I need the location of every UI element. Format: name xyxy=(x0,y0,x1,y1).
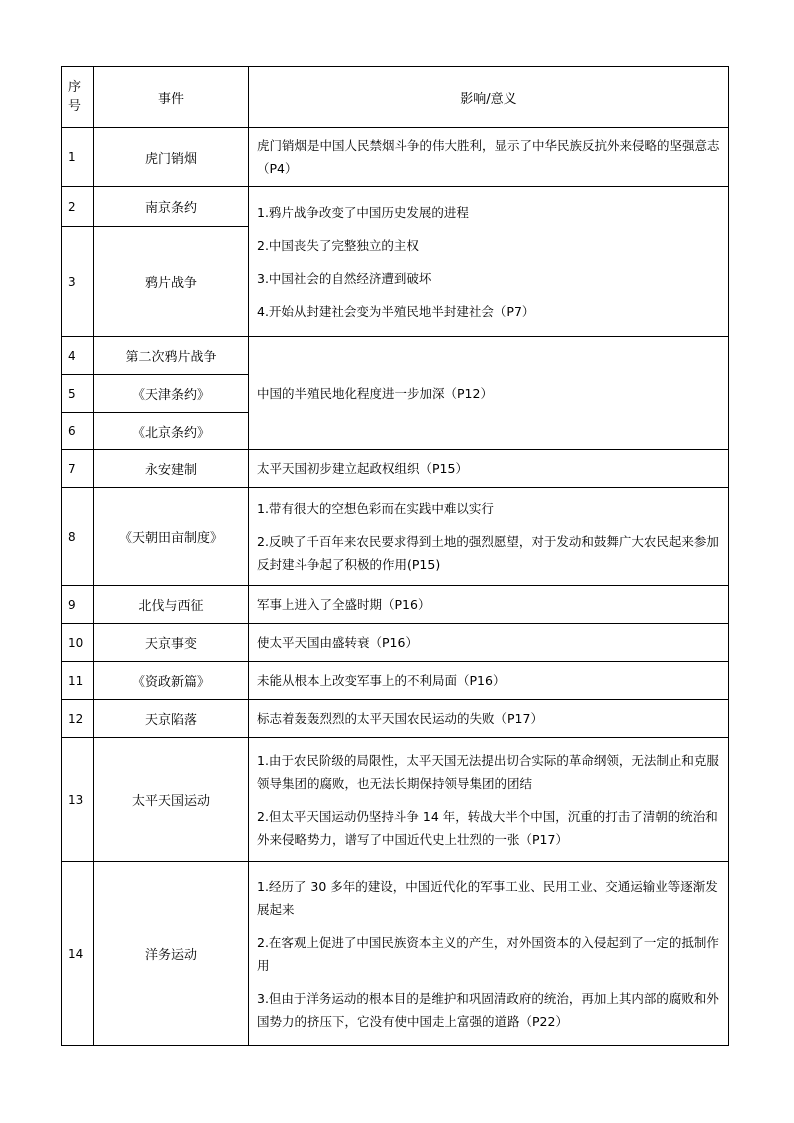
effect-cell xyxy=(249,700,729,738)
effect-text: 4.开始从封建社会变为半殖民地半封建社会（P7） xyxy=(257,303,535,319)
event-name: 南京条约 xyxy=(94,187,249,227)
event-name: 《天津条约》 xyxy=(94,375,249,413)
table-row xyxy=(62,586,729,624)
row-number: 10 xyxy=(62,624,94,662)
effect-text: 1.经历了 30 多年的建设，中国近代化的军事工业、民用工业、交通运输业等逐渐发展起来 xyxy=(257,878,718,917)
row-number: 7 xyxy=(62,450,94,488)
event-name: 北伐与西征 xyxy=(94,586,249,624)
event-name: 虎门销烟 xyxy=(94,128,249,187)
row-number: 1 xyxy=(62,128,94,187)
effect-text: 3.中国社会的自然经济遭到破坏 xyxy=(257,270,432,286)
effect-text: 使太平天国由盛转衰（P16） xyxy=(257,635,418,650)
event-name: 《资政新篇》 xyxy=(94,662,249,700)
table-row xyxy=(62,450,729,488)
row-number: 4 xyxy=(62,337,94,375)
effect-cell xyxy=(249,624,729,662)
row-number: 9 xyxy=(62,586,94,624)
event-name: 洋务运动 xyxy=(94,862,249,1046)
table-row xyxy=(62,187,729,227)
effect-text: 军事上进入了全盛时期（P16） xyxy=(257,597,431,612)
events-table xyxy=(61,66,729,1046)
event-name: 《天朝田亩制度》 xyxy=(94,488,249,586)
row-number: 14 xyxy=(62,862,94,1046)
effect-text: 太平天国初步建立起政权组织（P15） xyxy=(257,461,468,476)
effect-cell xyxy=(249,662,729,700)
effect-text: 2.在客观上促进了中国民族资本主义的产生，对外国资本的入侵起到了一定的抵制作用 xyxy=(257,934,719,973)
effect-text: 虎门销烟是中国人民禁烟斗争的伟大胜利，显示了中华民族反抗外来侵略的坚强意志（P4） xyxy=(257,138,720,176)
effect-text: 未能从根本上改变军事上的不利局面（P16） xyxy=(257,673,506,688)
event-name: 第二次鸦片战争 xyxy=(94,337,249,375)
effect-text: 2.中国丧失了完整独立的主权 xyxy=(257,237,419,253)
row-number: 3 xyxy=(62,227,94,337)
event-name: 永安建制 xyxy=(94,450,249,488)
effect-text: 标志着轰轰烈烈的太平天国农民运动的失败（P17） xyxy=(257,711,543,726)
effect-cell xyxy=(249,450,729,488)
event-name: 天京陷落 xyxy=(94,700,249,738)
table-row xyxy=(62,128,729,187)
header-effect: 影响/意义 xyxy=(249,67,729,128)
table-row xyxy=(62,488,729,586)
effect-cell xyxy=(249,862,729,1046)
effect-cell xyxy=(249,337,729,450)
effect-text: 2.但太平天国运动仍坚持斗争 14 年，转战大半个中国，沉重的打击了清朝的统治和外来侵略势力，谱写了中国近代史上壮烈的一张（P17） xyxy=(257,808,718,847)
effect-cell xyxy=(249,187,729,337)
effect-cell xyxy=(249,488,729,586)
table-row xyxy=(62,662,729,700)
table-row xyxy=(62,700,729,738)
row-number: 2 xyxy=(62,187,94,227)
row-number: 5 xyxy=(62,375,94,413)
event-name: 天京事变 xyxy=(94,624,249,662)
event-name: 太平天国运动 xyxy=(94,738,249,862)
table-row xyxy=(62,862,729,1046)
effect-text: 1.由于农民阶级的局限性，太平天国无法提出切合实际的革命纲领，无法制止和克服领导集团的腐败，也无法长期保持领导集团的团结 xyxy=(257,752,719,791)
table-row xyxy=(62,337,729,375)
header-row xyxy=(62,67,729,128)
row-number: 8 xyxy=(62,488,94,586)
effect-cell xyxy=(249,586,729,624)
header-event: 事件 xyxy=(94,67,249,128)
table-row xyxy=(62,624,729,662)
table-row xyxy=(62,738,729,862)
effect-text: 2.反映了千百年来农民要求得到土地的强烈愿望，对于发动和鼓舞广大农民起来参加反封建斗争起了积极的作用(P15) xyxy=(257,534,719,572)
effect-cell xyxy=(249,738,729,862)
effect-text: 1.带有很大的空想色彩而在实践中难以实行 xyxy=(257,501,494,516)
row-number: 13 xyxy=(62,738,94,862)
row-number: 11 xyxy=(62,662,94,700)
row-number: 12 xyxy=(62,700,94,738)
effect-cell xyxy=(249,128,729,187)
header-num: 序号 xyxy=(62,67,94,128)
effect-text: 中国的半殖民地化程度进一步加深（P12） xyxy=(257,385,493,401)
event-name: 鸦片战争 xyxy=(94,227,249,337)
event-name: 《北京条约》 xyxy=(94,413,249,450)
effect-text: 1.鸦片战争改变了中国历史发展的进程 xyxy=(257,204,469,220)
effect-text: 3.但由于洋务运动的根本目的是维护和巩固清政府的统治，再加上其内部的腐败和外国势力的挤压下，它没有使中国走上富强的道路（P22） xyxy=(257,990,719,1029)
row-number: 6 xyxy=(62,413,94,450)
